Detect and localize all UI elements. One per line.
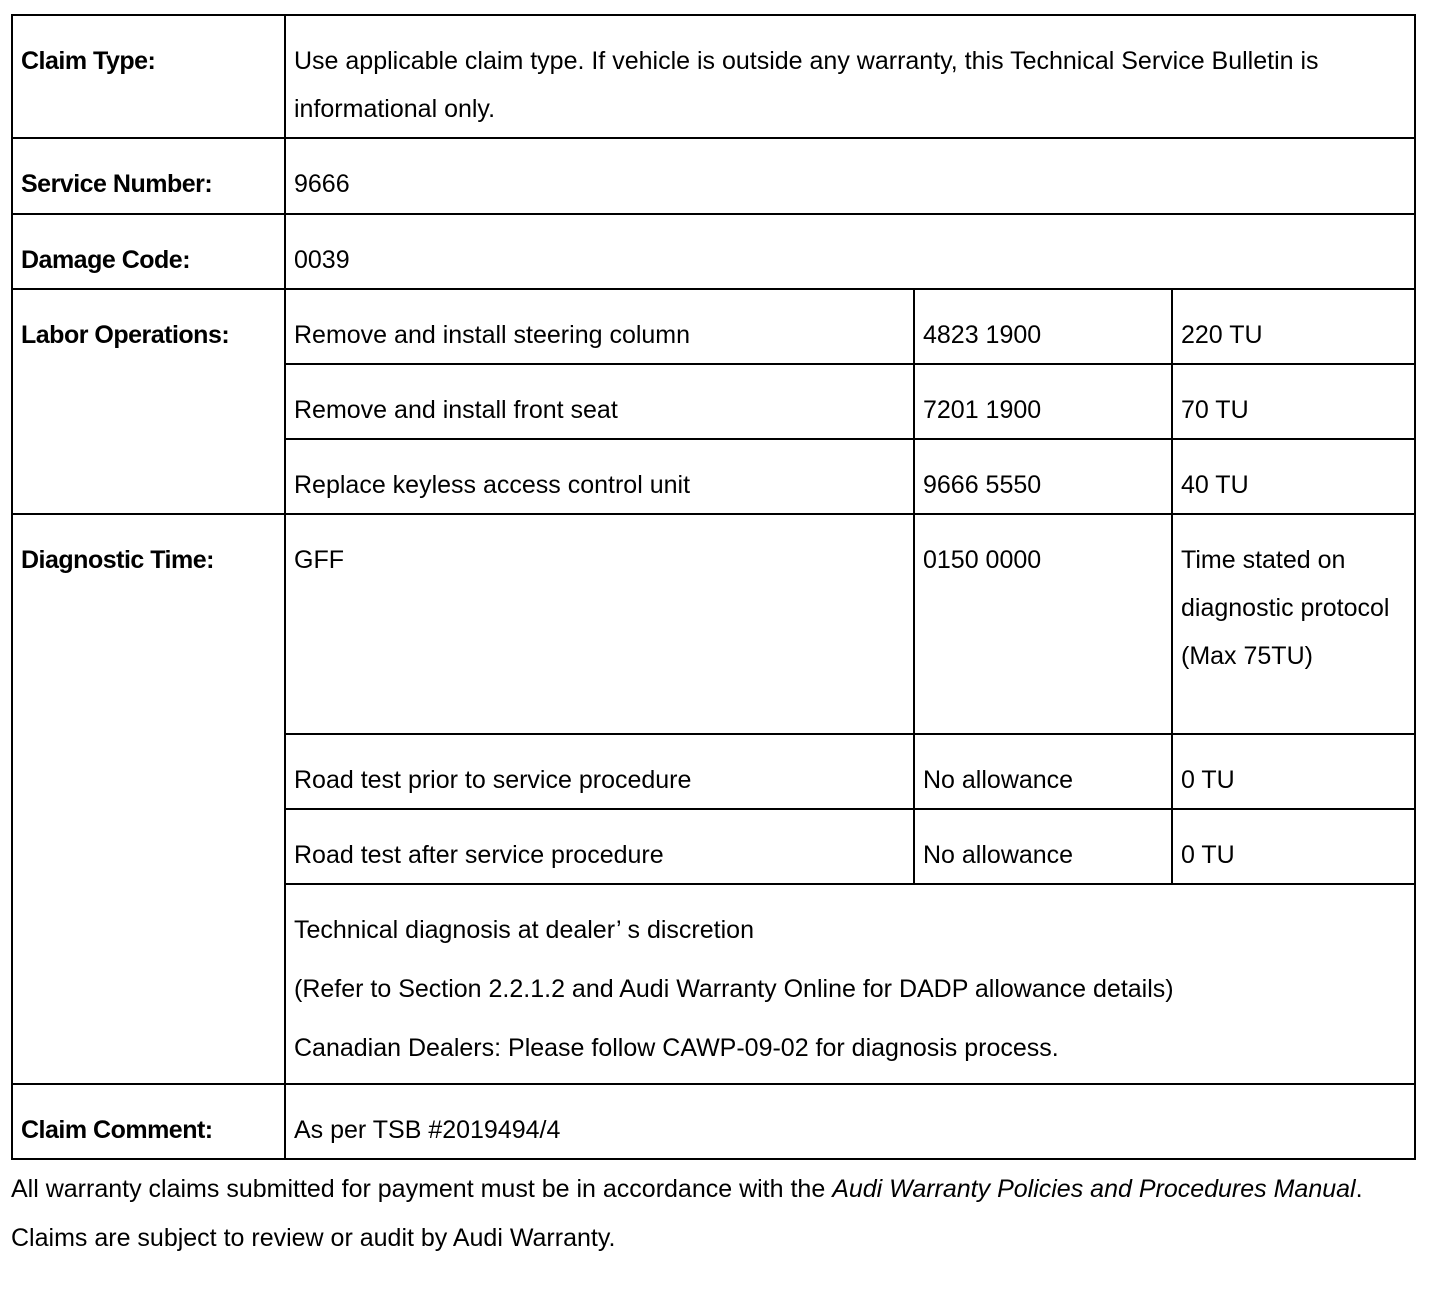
diagnostic-code: No allowance	[914, 809, 1172, 884]
labor-desc: Replace keyless access control unit	[285, 439, 914, 514]
footer-text: . Claims are subject to review or audit by Audi Warranty.	[11, 1175, 1363, 1252]
diagnostic-desc: Road test prior to service procedure	[285, 734, 914, 809]
diagnostic-time: 0 TU	[1172, 809, 1415, 884]
damage-code-label: Damage Code:	[12, 214, 285, 289]
diagnostic-time: Time stated on diagnostic protocol (Max 75TU)	[1172, 514, 1415, 734]
claim-type-row	[12, 15, 1415, 138]
manual-title: Audi Warranty Policies and Procedures Manual	[832, 1175, 1356, 1203]
footer-text: All warranty claims submitted for payment must be in accordance with the	[11, 1175, 833, 1203]
diagnostic-row	[12, 514, 1415, 734]
footer-note	[11, 1165, 1421, 1263]
labor-time: 70 TU	[1172, 364, 1415, 439]
labor-code: 9666 5550	[914, 439, 1172, 514]
diagnostic-code: 0150 0000	[914, 514, 1172, 734]
diagnostic-note: (Refer to Section 2.2.1.2 and Audi Warranty Online for DADP allowance details)	[294, 975, 1174, 1003]
service-number-label: Service Number:	[12, 138, 285, 214]
labor-time: 220 TU	[1172, 289, 1415, 364]
damage-code-value: 0039	[285, 214, 1415, 289]
claim-comment-row	[12, 1084, 1415, 1159]
diagnostic-desc: GFF	[285, 514, 914, 734]
labor-code: 7201 1900	[914, 364, 1172, 439]
diagnostic-note: Canadian Dealers: Please follow CAWP-09-02 for diagnosis process.	[294, 1034, 1059, 1062]
labor-row	[12, 289, 1415, 364]
claim-type-label: Claim Type:	[12, 15, 285, 138]
claim-type-value: Use applicable claim type. If vehicle is outside any warranty, this Technical Service Bulletin is informational only.	[285, 15, 1415, 138]
claim-comment-label: Claim Comment:	[12, 1084, 285, 1159]
labor-time: 40 TU	[1172, 439, 1415, 514]
diagnostic-note: Technical diagnosis at dealer’ s discretion	[294, 916, 754, 944]
diagnostic-notes	[285, 884, 1415, 1084]
service-number-row	[12, 138, 1415, 214]
diagnostic-desc: Road test after service procedure	[285, 809, 914, 884]
service-number-value: 9666	[285, 138, 1415, 214]
diagnostic-code: No allowance	[914, 734, 1172, 809]
diagnostic-time: 0 TU	[1172, 734, 1415, 809]
labor-desc: Remove and install front seat	[285, 364, 914, 439]
labor-operations-label: Labor Operations:	[12, 289, 285, 514]
labor-code: 4823 1900	[914, 289, 1172, 364]
warranty-table	[11, 14, 1416, 1160]
diagnostic-time-label: Diagnostic Time:	[12, 514, 285, 1084]
labor-desc: Remove and install steering column	[285, 289, 914, 364]
claim-comment-value: As per TSB #2019494/4	[285, 1084, 1415, 1159]
damage-code-row	[12, 214, 1415, 289]
